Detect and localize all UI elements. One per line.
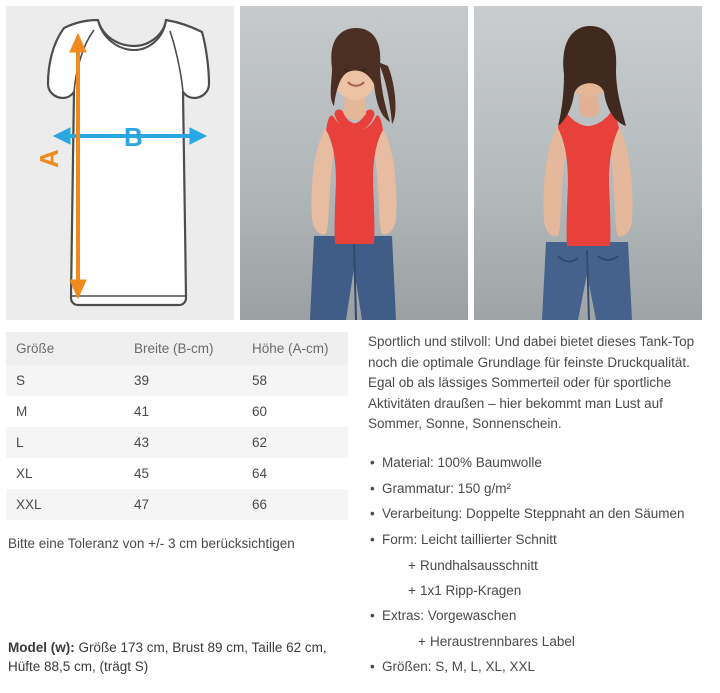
measure-label-b: B [124,122,143,152]
size-table-column [6,332,354,683]
cell-width: 45 [124,458,242,489]
cell-size: L [6,427,124,458]
product-description: Sportlich und stilvoll: Und dabei bietet dieses Tank-Top noch die optimale Grundlage für feinste Druckqualität. Egal ob als lässiges Sommerteil oder für sportliche Aktivitäten draußen – hier bekommt man Lust auf Sommer, Sonne, Sonnenschein. [368,334,695,432]
tank-top-outline-icon [6,6,234,320]
cell-height: 58 [242,365,348,396]
cell-width: 43 [124,427,242,458]
list-item-sub: + Rundhalsausschnitt [368,556,714,577]
model-front-figure [240,6,468,320]
tolerance-note: Bitte eine Toleranz von +/- 3 cm berücksichtigen [8,536,295,551]
table-row [6,458,348,489]
cell-width: 47 [124,489,242,520]
list-item: • Extras: Vorgewaschen [368,606,714,627]
model-back-figure [474,6,702,320]
cell-size: XXL [6,489,124,520]
table-header-width: Breite (B-cm) [124,332,242,365]
cell-height: 60 [242,396,348,427]
list-item: • Form: Leicht taillierter Schnitt [368,530,714,551]
cell-height: 62 [242,427,348,458]
cell-size: S [6,365,124,396]
table-header-size: Größe [6,332,124,365]
table-row [6,396,348,427]
list-item: • Verarbeitung: Doppelte Steppnaht an den Säumen [368,504,714,525]
list-item: • Größen: S, M, L, XL, XXL [368,657,714,678]
cell-height: 66 [242,489,348,520]
cell-width: 41 [124,396,242,427]
table-header-row [6,332,348,365]
cell-height: 64 [242,458,348,489]
list-item-sub: + Heraustrennbares Label [368,632,714,653]
description-column [354,332,714,683]
table-row [6,365,348,396]
list-item: • Grammatur: 150 g/m² [368,479,714,500]
product-image-row [0,0,720,320]
product-photo-back [474,6,702,320]
list-item: • Material: 100% Baumwolle [368,453,714,474]
cell-width: 39 [124,365,242,396]
table-row [6,489,348,520]
table-row [6,427,348,458]
measurement-diagram [6,6,234,320]
feature-list [368,453,714,678]
list-item-sub: + 1x1 Ripp-Kragen [368,581,714,602]
table-header-height: Höhe (A-cm) [242,332,348,365]
cell-size: XL [6,458,124,489]
product-details-section [0,320,720,683]
cell-size: M [6,396,124,427]
size-table [6,332,348,520]
model-info [8,638,348,677]
model-info-line2: Hüfte 88,5 cm, (trägt S) [8,659,149,675]
measure-label-a: A [34,149,64,168]
model-info-label: Model (w): [8,639,75,655]
product-photo-front [240,6,468,320]
model-info-line1: Größe 173 cm, Brust 89 cm, Taille 62 cm, [74,639,327,655]
